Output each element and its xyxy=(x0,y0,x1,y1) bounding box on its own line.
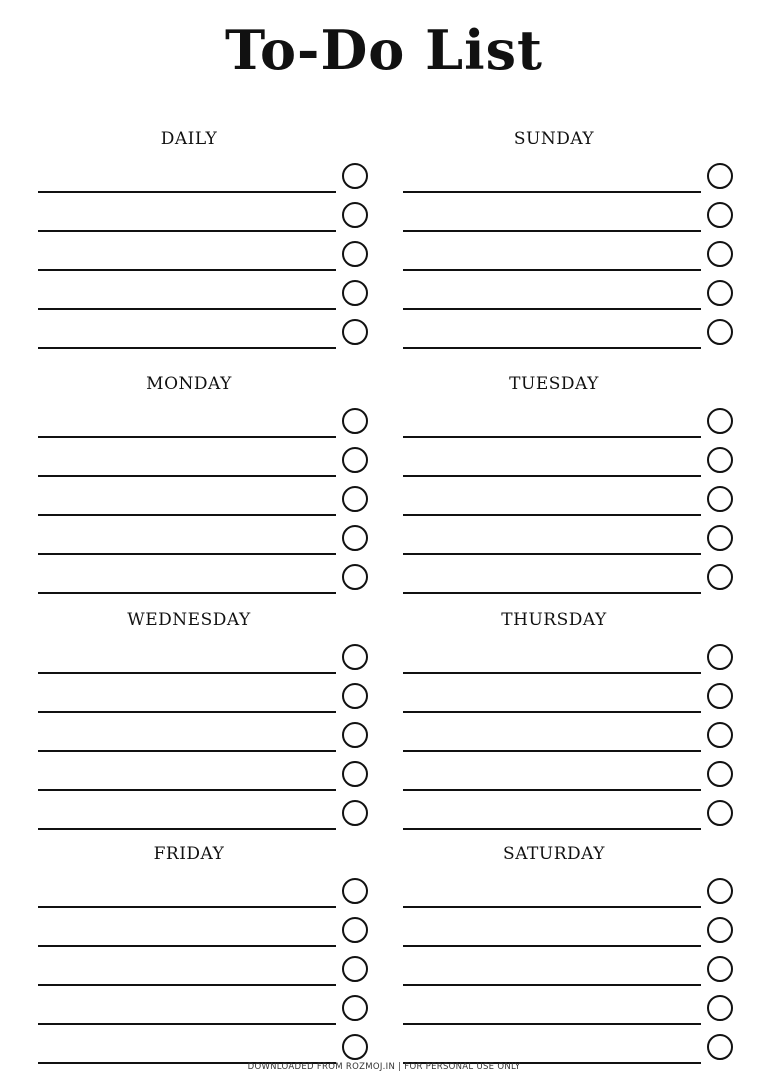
task-checkbox-circle[interactable] xyxy=(342,486,368,512)
task-row xyxy=(403,986,738,1025)
task-row xyxy=(38,477,373,516)
task-checkbox-circle[interactable] xyxy=(707,280,733,306)
task-checkbox-circle[interactable] xyxy=(707,761,733,787)
task-checkbox-circle[interactable] xyxy=(342,408,368,434)
section-title-saturday: SATURDAY xyxy=(503,844,605,864)
section-monday xyxy=(38,369,373,594)
task-line[interactable] xyxy=(403,592,701,594)
task-row xyxy=(403,193,738,232)
task-checkbox-circle[interactable] xyxy=(707,956,733,982)
task-list-thursday xyxy=(403,635,738,830)
task-checkbox-circle[interactable] xyxy=(342,319,368,345)
task-row xyxy=(403,752,738,791)
footer-note: DOWNLOADED FROM ROZMOJ.IN | FOR PERSONAL USE ONLY xyxy=(247,1062,521,1072)
task-row xyxy=(403,947,738,986)
task-checkbox-circle[interactable] xyxy=(707,683,733,709)
task-row xyxy=(38,232,373,271)
task-row xyxy=(403,908,738,947)
task-checkbox-circle[interactable] xyxy=(707,202,733,228)
task-checkbox-circle[interactable] xyxy=(707,1034,733,1060)
task-checkbox-circle[interactable] xyxy=(707,408,733,434)
task-checkbox-circle[interactable] xyxy=(707,995,733,1021)
task-line[interactable] xyxy=(403,347,701,349)
task-row xyxy=(403,516,738,555)
task-row xyxy=(403,1025,738,1064)
task-row xyxy=(38,516,373,555)
task-checkbox-circle[interactable] xyxy=(707,319,733,345)
section-title-sunday: SUNDAY xyxy=(513,129,595,149)
task-checkbox-circle[interactable] xyxy=(342,878,368,904)
task-row xyxy=(38,869,373,908)
task-line[interactable] xyxy=(38,592,336,594)
task-checkbox-circle[interactable] xyxy=(342,564,368,590)
task-list-monday xyxy=(38,399,373,594)
task-row xyxy=(38,986,373,1025)
task-row xyxy=(38,154,373,193)
task-checkbox-circle[interactable] xyxy=(707,525,733,551)
task-row xyxy=(403,791,738,830)
section-title-tuesday: TUESDAY xyxy=(509,374,599,394)
task-line[interactable] xyxy=(403,828,701,830)
task-row xyxy=(403,555,738,594)
task-row xyxy=(403,635,738,674)
task-row xyxy=(38,635,373,674)
task-checkbox-circle[interactable] xyxy=(342,956,368,982)
task-checkbox-circle[interactable] xyxy=(342,525,368,551)
task-row xyxy=(38,791,373,830)
section-title-wednesday: WEDNESDAY xyxy=(127,610,251,630)
task-row xyxy=(403,232,738,271)
section-sunday xyxy=(403,124,738,349)
task-row xyxy=(38,752,373,791)
task-checkbox-circle[interactable] xyxy=(342,761,368,787)
task-checkbox-circle[interactable] xyxy=(707,800,733,826)
task-row xyxy=(403,477,738,516)
task-checkbox-circle[interactable] xyxy=(707,878,733,904)
task-checkbox-circle[interactable] xyxy=(707,644,733,670)
task-checkbox-circle[interactable] xyxy=(342,800,368,826)
task-row xyxy=(38,438,373,477)
task-row xyxy=(38,399,373,438)
task-checkbox-circle[interactable] xyxy=(707,241,733,267)
task-row xyxy=(38,310,373,349)
section-thursday xyxy=(403,605,738,830)
section-title-thursday: THURSDAY xyxy=(501,610,607,630)
task-checkbox-circle[interactable] xyxy=(707,917,733,943)
task-row xyxy=(403,310,738,349)
task-checkbox-circle[interactable] xyxy=(707,722,733,748)
task-checkbox-circle[interactable] xyxy=(342,202,368,228)
section-title-daily: DAILY xyxy=(160,129,218,149)
task-line[interactable] xyxy=(38,347,336,349)
task-row xyxy=(38,674,373,713)
page-title: To-Do List xyxy=(225,18,543,82)
task-row xyxy=(38,193,373,232)
task-row xyxy=(403,438,738,477)
task-row xyxy=(403,674,738,713)
task-checkbox-circle[interactable] xyxy=(342,241,368,267)
task-checkbox-circle[interactable] xyxy=(707,564,733,590)
task-row xyxy=(38,908,373,947)
task-checkbox-circle[interactable] xyxy=(342,280,368,306)
section-saturday xyxy=(403,839,738,1064)
task-checkbox-circle[interactable] xyxy=(342,1034,368,1060)
task-line[interactable] xyxy=(38,828,336,830)
task-row xyxy=(403,713,738,752)
task-list-daily xyxy=(38,154,373,349)
task-row xyxy=(38,1025,373,1064)
task-row xyxy=(403,869,738,908)
task-checkbox-circle[interactable] xyxy=(342,644,368,670)
task-row xyxy=(403,154,738,193)
task-list-sunday xyxy=(403,154,738,349)
task-list-tuesday xyxy=(403,399,738,594)
task-checkbox-circle[interactable] xyxy=(342,722,368,748)
task-list-friday xyxy=(38,869,373,1064)
task-row xyxy=(403,271,738,310)
section-tuesday xyxy=(403,369,738,594)
task-checkbox-circle[interactable] xyxy=(707,163,733,189)
task-checkbox-circle[interactable] xyxy=(342,917,368,943)
task-list-wednesday xyxy=(38,635,373,830)
task-list-saturday xyxy=(403,869,738,1064)
task-row xyxy=(38,947,373,986)
section-daily xyxy=(38,124,373,349)
task-checkbox-circle[interactable] xyxy=(342,683,368,709)
task-checkbox-circle[interactable] xyxy=(707,486,733,512)
section-title-friday: FRIDAY xyxy=(153,844,225,864)
task-checkbox-circle[interactable] xyxy=(342,163,368,189)
task-row xyxy=(403,399,738,438)
task-row xyxy=(38,555,373,594)
section-wednesday xyxy=(38,605,373,830)
section-title-monday: MONDAY xyxy=(146,374,232,394)
task-row xyxy=(38,713,373,752)
task-checkbox-circle[interactable] xyxy=(342,447,368,473)
task-checkbox-circle[interactable] xyxy=(342,995,368,1021)
task-row xyxy=(38,271,373,310)
task-checkbox-circle[interactable] xyxy=(707,447,733,473)
section-friday xyxy=(38,839,373,1064)
